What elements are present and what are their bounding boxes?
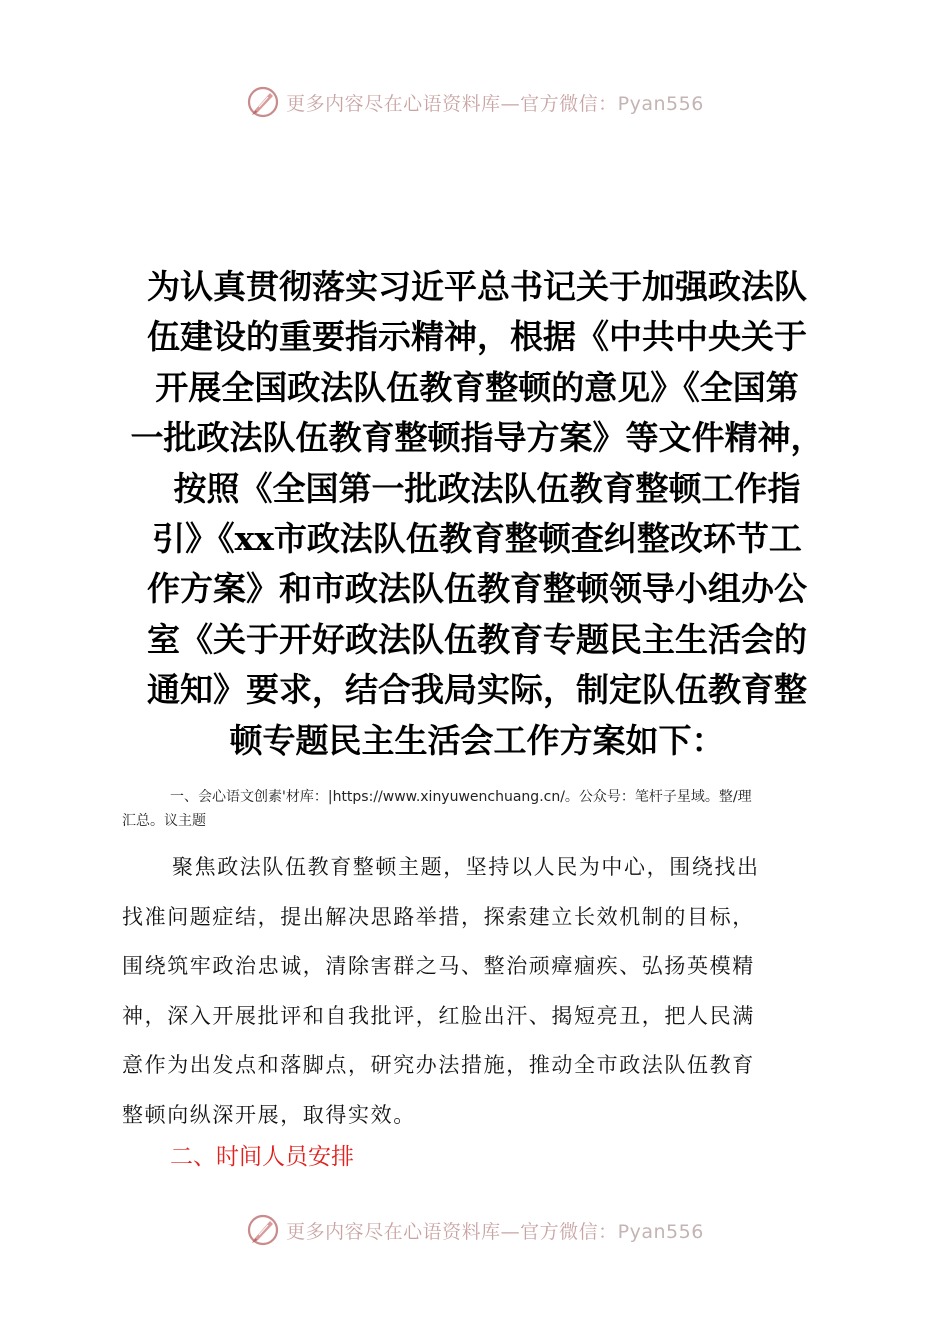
meta-line-2: 汇总。议主题 xyxy=(122,813,206,829)
paragraph-line: 围绕筑牢政治忠诚，清除害群之马、整治顽瘴痼疾、弘扬英模精 xyxy=(122,954,755,979)
title-line: 开展全国政法队伍教育整顿的意见》《全国第 xyxy=(155,367,799,407)
title-line: 室《关于开好政法队伍教育专题民主生活会的 xyxy=(147,619,807,659)
section-2-heading: 二、时间人员安排 xyxy=(170,1144,354,1170)
title-line: 作方案》和市政法队伍教育整顿领导小组办公 xyxy=(147,569,807,609)
pen-nib-logo-icon xyxy=(246,85,280,119)
title-line: 为认真贯彻落实习近平总书记关于加强政法队 xyxy=(147,267,807,306)
title-line: 伍建设的重要指示精神，根据《中共中央关于 xyxy=(147,317,807,357)
document-title xyxy=(122,262,832,766)
watermark-text: 更多内容尽在心语资料库—官方微信：Pyan556 xyxy=(286,1220,704,1243)
section-1-paragraph xyxy=(122,843,832,1141)
paragraph-line: 整顿向纵深开展，取得实效。 xyxy=(122,1102,416,1127)
header-watermark xyxy=(0,82,950,122)
pen-nib-logo-icon xyxy=(246,1213,280,1247)
section-1-heading-meta xyxy=(122,785,842,833)
title-line: 引》《xx市政法队伍教育整顿查纠整改环节工 xyxy=(152,519,802,559)
paragraph-line: 聚焦政法队伍教育整顿主题，坚持以人民为中心，围绕找出 xyxy=(172,855,760,879)
meta-line-1: 一、会心语文创素'材库：|https://www.xinyuwenchuang.cn/。公众号：笔杆子星域。整/理 xyxy=(170,789,752,805)
title-line: 按照《全国第一批政法队伍教育整顿工作指 xyxy=(173,468,801,508)
footer-watermark xyxy=(0,1210,950,1250)
title-line: 一批政法队伍教育整顿指导方案》等文件精神， xyxy=(130,418,824,458)
title-line: 顿专题民主生活会工作方案如下： xyxy=(229,720,725,760)
paragraph-line: 意作为出发点和落脚点，研究办法措施，推动全市政法队伍教育 xyxy=(122,1053,755,1078)
paragraph-line: 神，深入开展批评和自我批评，红脸出汗、揭短亮丑，把人民满 xyxy=(122,1003,755,1028)
title-line: 通知》要求，结合我局实际，制定队伍教育整 xyxy=(147,670,807,710)
paragraph-line: 找准问题症结，提出解决思路举措，探索建立长效机制的目标， xyxy=(122,904,755,929)
watermark-text: 更多内容尽在心语资料库—官方微信：Pyan556 xyxy=(286,92,704,115)
